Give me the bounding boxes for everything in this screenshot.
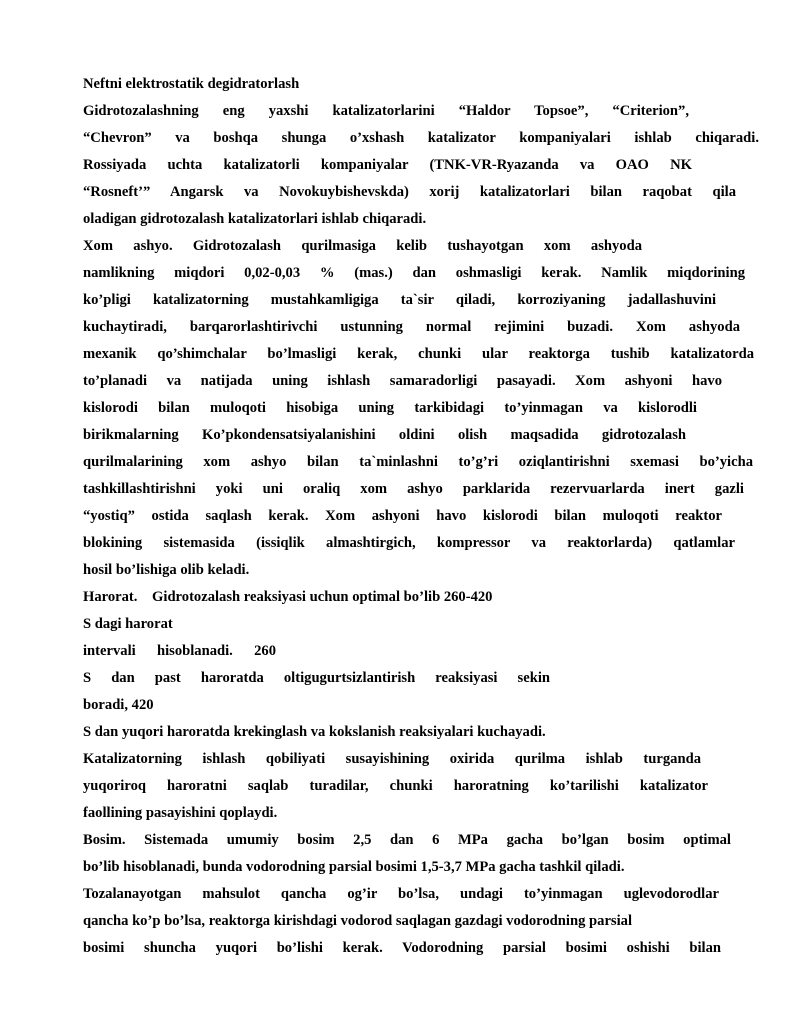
text-line: namlikning miqdori 0,02-0,03 % (mas.) dan oshmasligi kerak. Namlik miqdorining bbox=[83, 265, 745, 281]
text-line: oladigan gidrotozalash katalizatorlari ishlab chiqaradi. bbox=[83, 211, 427, 227]
text-line: bo’lib hisoblanadi, bunda vodorodning parsial bosimi 1,5-3,7 MPa gacha tashkil qiladi. bbox=[83, 859, 625, 875]
text-line: intervali hisoblanadi. 260 bbox=[83, 643, 276, 659]
text-line: kuchaytiradi, barqarorlashtirivchi ustunning normal rejimini buzadi. Xom ashyoda bbox=[83, 319, 740, 335]
text-line: Rossiyada uchta katalizatorli kompaniyalar (TNK-VR-Ryazanda va OAO NK bbox=[83, 157, 692, 173]
text-line: birikmalarning Ko’pkondensatsiyalanishini oldini olish maqsadida gidrotozalash bbox=[83, 427, 686, 443]
text-line: tashkillashtirishni yoki uni oraliq xom ashyo parklarida rezervuarlarda inert gazli bbox=[83, 481, 744, 497]
document-title: Neftni elektrostatik degidratorlash bbox=[83, 76, 300, 92]
text-line: blokining sistemasida (issiqlik almashtirgich, kompressor va reaktorlarda) qatlamlar bbox=[83, 535, 735, 551]
section-heading-line: Xom ashyo. Gidrotozalash qurilmasiga kelib tushayotgan xom ashyoda bbox=[83, 238, 642, 254]
text-line: yuqoriroq haroratni saqlab turadilar, chunki haroratning ko’tarilishi katalizator bbox=[83, 778, 708, 794]
text-line: mexanik qo’shimchalar bo’lmasligi kerak, chunki ular reaktorga tushib katalizatorda bbox=[83, 346, 754, 362]
text-line: faollining pasayishini qoplaydi. bbox=[83, 805, 278, 821]
text-line: boradi, 420 bbox=[83, 697, 154, 713]
text-line: qurilmalarining xom ashyo bilan ta`minlashni to’g’ri oziqlantirishni sxemasi bo’yicha bbox=[83, 454, 753, 470]
text-line: to’planadi va natijada uning ishlash samaradorligi pasayadi. Xom ashyoni havo bbox=[83, 373, 722, 389]
text-line: kislorodi bilan muloqoti hisobiga uning tarkibidagi to’yinmagan va kislorodli bbox=[83, 400, 697, 416]
text-line: “Chevron” va boshqa shunga o’xshash katalizator kompaniyalari ishlab chiqaradi. bbox=[83, 130, 759, 146]
text-line: qancha ko’p bo’lsa, reaktorga kirishdagi vodorod saqlagan gazdagi vodorodning parsial bbox=[83, 913, 633, 929]
text-line: “yostiq” ostida saqlash kerak. Xom ashyoni havo kislorodi bilan muloqoti reaktor bbox=[83, 508, 722, 524]
section-heading-line: Bosim. Sistemada umumiy bosim 2,5 dan 6 MPa gacha bo’lgan bosim optimal bbox=[83, 832, 731, 848]
text-line: S dagi harorat bbox=[83, 616, 173, 632]
text-line: bosimi shuncha yuqori bo’lishi kerak. Vodorodning parsial bosimi oshishi bilan bbox=[83, 940, 721, 956]
text-line: hosil bo’lishiga olib keladi. bbox=[83, 562, 250, 578]
section-heading-line: Harorat. Gidrotozalash reaksiyasi uchun optimal bo’lib 260-420 bbox=[83, 589, 493, 605]
text-line: ko’pligi katalizatorning mustahkamligiga ta`sir qiladi, korroziyaning jadallashuvini bbox=[83, 292, 716, 308]
text-line: S dan past haroratda oltigugurtsizlantirish reaksiyasi sekin bbox=[83, 670, 550, 686]
text-line: S dan yuqori haroratda krekinglash va kokslanish reaksiyalari kuchayadi. bbox=[83, 724, 546, 740]
text-line: Gidrotozalashning eng yaxshi katalizatorlarini “Haldor Topsoe”, “Criterion”, bbox=[83, 103, 689, 119]
text-line: Tozalanayotgan mahsulot qancha og’ir bo’lsa, undagi to’yinmagan uglevodorodlar bbox=[83, 886, 719, 902]
text-line: Katalizatorning ishlash qobiliyati susayishining oxirida qurilma ishlab turganda bbox=[83, 751, 701, 767]
text-line: “Rosneft’” Angarsk va Novokuybishevskda) xorij katalizatorlari bilan raqobat qila bbox=[83, 184, 736, 200]
